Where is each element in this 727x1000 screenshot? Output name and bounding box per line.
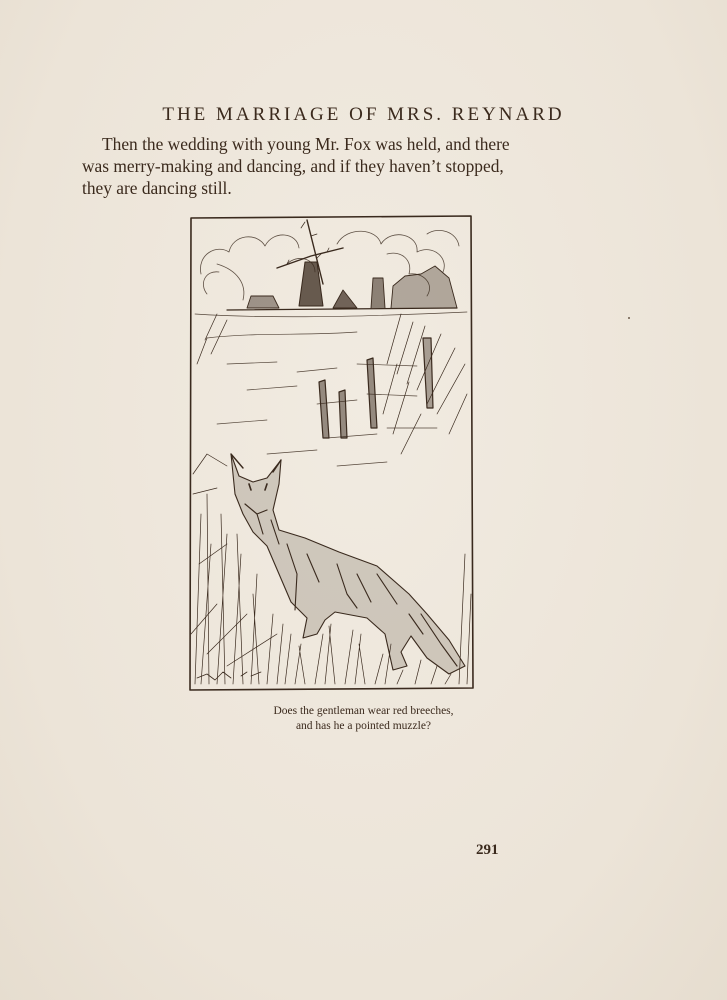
chapter-running-title: THE MARRIAGE OF MRS. REYNARD	[162, 104, 565, 125]
paper-speck	[628, 317, 630, 319]
page-number: 291	[476, 842, 499, 858]
caption-line-1: Does the gentleman wear red breeches,	[273, 705, 454, 717]
village	[227, 266, 457, 310]
caption-line-2: and has he a pointed muzzle?	[295, 720, 432, 732]
fox-illustration	[187, 214, 477, 694]
body-line-3: they are dancing still.	[82, 178, 232, 198]
body-line-1: Then the wedding with young Mr. Fox was held, and there	[102, 134, 510, 154]
windmill	[277, 220, 343, 306]
body-paragraph	[82, 133, 582, 199]
illustration-caption	[0, 704, 727, 734]
posts	[319, 338, 433, 438]
body-line-2: was merry-making and dancing, and if they haven’t stopped,	[82, 156, 504, 176]
